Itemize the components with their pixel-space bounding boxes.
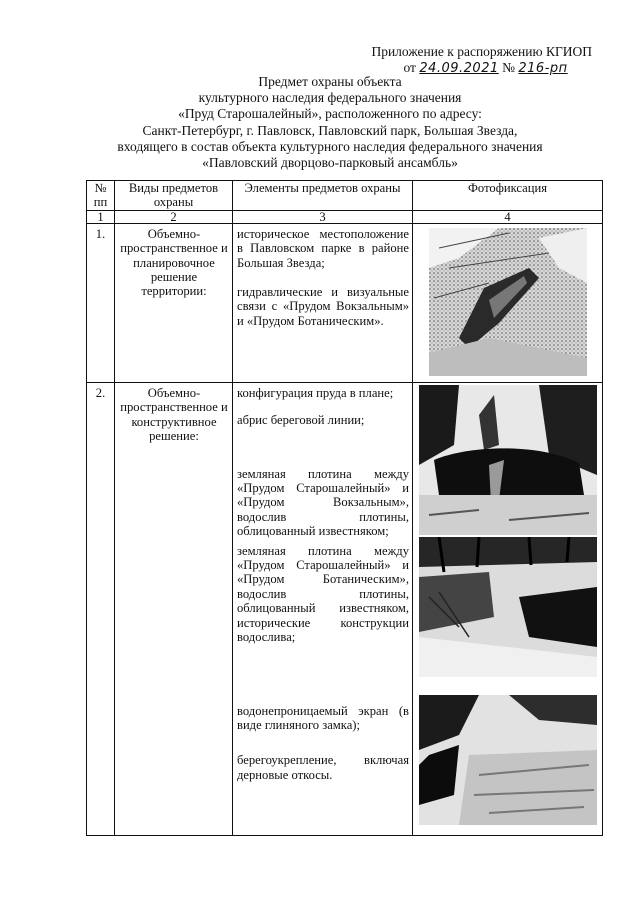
row-photos	[413, 223, 603, 382]
aerial-photo	[429, 228, 587, 376]
element-item: историческое местоположение в Павловском парке в районе Большая Звезда;	[237, 226, 409, 270]
element-item: водонепроницаемый экран (в виде глиняного замка);	[237, 703, 409, 732]
header-elements: Элементы предметов охраны	[233, 181, 413, 211]
shore-photo	[419, 695, 597, 825]
element-item: гидравлические и визуальные связи с «Прудом Вокзальным» и «Прудом Ботаническим».	[237, 285, 409, 328]
element-item: конфигурация пруда в плане;	[237, 385, 394, 400]
appendix-header	[371, 44, 592, 77]
table-row	[87, 223, 603, 382]
row-number	[87, 223, 115, 382]
column-number: 4	[413, 210, 603, 223]
header-number: № пп	[87, 181, 115, 211]
title-line: Предмет охраны объекта	[258, 74, 402, 89]
document-title	[40, 74, 620, 171]
dam-photo	[419, 537, 597, 677]
appendix-date: 24.09.2021	[419, 61, 499, 76]
table-row	[87, 382, 603, 835]
title-line: культурного наследия федерального значения	[198, 90, 462, 106]
row-photos	[413, 382, 603, 835]
column-number: 1	[87, 210, 115, 223]
column-number: 2	[115, 210, 233, 223]
pond-photo	[419, 385, 597, 535]
appendix-line-1: Приложение к распоряжению КГИОП	[371, 44, 592, 59]
row-kind	[115, 223, 233, 382]
header-photo: Фотофиксация	[413, 181, 603, 211]
column-number: 3	[233, 210, 413, 223]
row-kind-text: Объемно-пространственное и конструктивное решение:	[120, 385, 228, 444]
row-elements	[233, 382, 413, 835]
title-line: «Павловский дворцово-парковый ансамбль»	[202, 155, 458, 171]
title-line: Санкт-Петербург, г. Павловск, Павловский парк, Большая Звезда,	[142, 122, 518, 138]
protection-table	[86, 180, 603, 836]
title-line: входящего в состав объекта культурного наследия федерального значения	[117, 138, 543, 154]
row-kind	[115, 382, 233, 835]
element-item: берегоукрепление, включая дерновые откосы.	[237, 753, 409, 782]
header-kind: Виды предметов охраны	[115, 181, 233, 211]
row-kind-text: Объемно-пространственное и планировочное решение территории:	[120, 226, 228, 299]
table-header-row	[87, 181, 603, 211]
appendix-ot: от	[403, 60, 416, 75]
element-item: земляная плотина между «Прудом Старошалейный» и «Прудом Вокзальным», водослив плотины, облицованный известняком;	[237, 466, 409, 539]
title-line: «Пруд Старошалейный», расположенного по адресу:	[178, 106, 482, 122]
appendix-no-sign: №	[502, 60, 516, 75]
row-number	[87, 382, 115, 835]
appendix-number: 216-рп	[518, 61, 568, 76]
element-item: абрис береговой линии;	[237, 413, 365, 428]
element-item: земляная плотина между «Прудом Старошалейный» и «Прудом Ботаническим», водослив плотины, облицованный известняком, исторические конструкции водослива;	[237, 543, 409, 645]
column-number-row	[87, 210, 603, 223]
row-elements	[233, 223, 413, 382]
row-number-text: 1.	[95, 226, 106, 241]
row-number-text: 2.	[95, 385, 106, 400]
